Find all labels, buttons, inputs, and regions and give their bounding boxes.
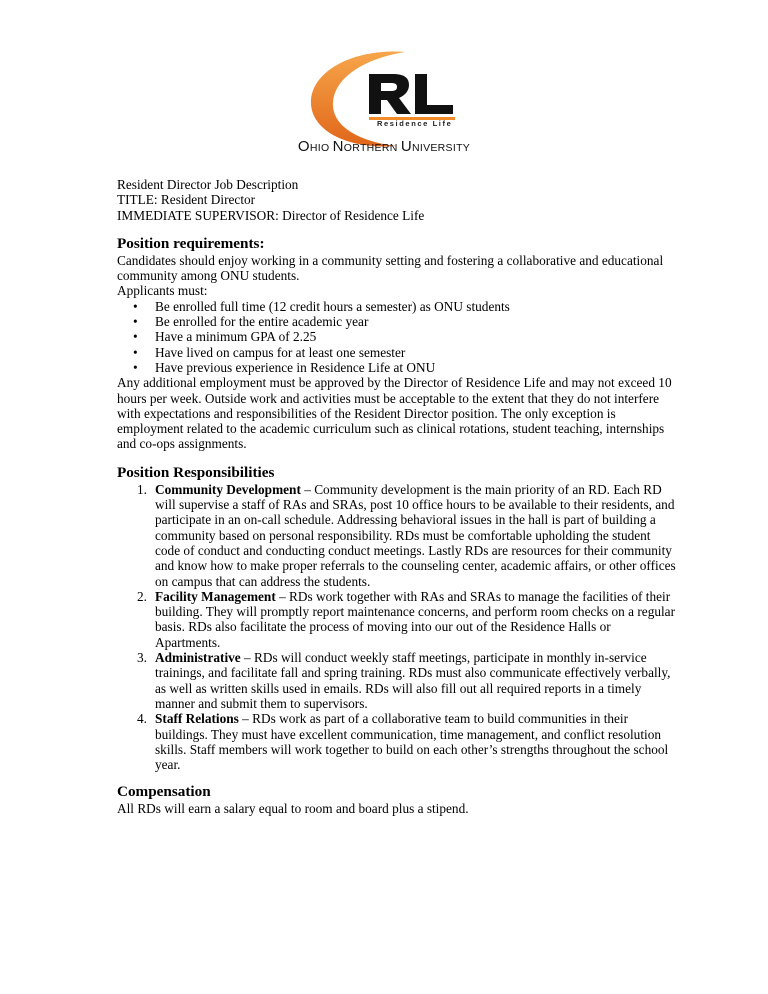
- requirements-list: [117, 299, 677, 375]
- logo-tagline: Residence Life: [377, 119, 453, 128]
- list-item: [117, 314, 677, 329]
- list-item: [117, 650, 677, 711]
- list-item: [117, 299, 677, 314]
- document-title: Resident Director Job Description: [117, 177, 299, 192]
- document-body: [117, 177, 677, 817]
- list-item: [117, 482, 677, 589]
- compensation-text: All RDs will earn a salary equal to room and board plus a stipend.: [117, 801, 469, 817]
- bullet-icon: •: [133, 359, 138, 375]
- item-text: – RDs work as part of a collaborative team to build communities in their buildings. They must have excellent communication, time management, and conflict resolution skills. Staff members will work together to build on each other’s strengths throughout the school year.: [155, 711, 669, 773]
- list-item-text: Have previous experience in Residence Life at ONU: [155, 359, 436, 375]
- position-requirements-heading: Position requirements:: [117, 234, 265, 252]
- employment-note: Any additional employment must be approved by the Director of Residence Life and may not exceed 10 hours per week. Outside work and activities must be acceptable to the extent that they do not interfere with expectations and responsibilities of the Resident Director position. The only exception is employment related to the academic curriculum such as clinical rotations, student teaching, internships and co-ops assignments.: [117, 375, 672, 452]
- university-name-part: NIVERSITY: [411, 142, 471, 154]
- position-responsibilities-heading: Position Responsibilities: [117, 463, 275, 481]
- bullet-icon: •: [133, 314, 138, 330]
- list-item-text: Have a minimum GPA of 2.25: [155, 329, 317, 345]
- compensation-heading: Compensation: [117, 783, 211, 801]
- logo-letters: [369, 74, 453, 114]
- applicants-must-label: Applicants must:: [117, 283, 208, 299]
- item-number: 4.: [137, 711, 147, 727]
- list-item: [117, 589, 677, 650]
- university-name: [0, 138, 768, 155]
- bullet-icon: •: [133, 344, 138, 360]
- university-name-part: U: [400, 138, 412, 155]
- item-term: Community Development: [155, 481, 301, 497]
- list-item: [117, 360, 677, 375]
- item-text: – Community development is the main priority of an RD. Each RD will supervise a staff of RAs and SRAs, post 10 office hours to be available to their residents, and participate in an on-call schedule. Addressing behavioral issues in the hall is part of building a community based on personal responsibility. RDs must be comfortable upholding the student code of conduct and conducting conduct meetings. Lastly RDs are resources for their community and know how to make proper referrals to the counseling center, academic affairs, or other offices on campus that can address the students.: [155, 481, 676, 589]
- responsibilities-list: [117, 482, 677, 773]
- list-item: [117, 711, 677, 772]
- list-item-text: Be enrolled full time (12 credit hours a semester) as ONU students: [155, 298, 510, 314]
- university-name-part: HIO: [309, 142, 333, 154]
- university-name-part: O: [297, 138, 310, 155]
- item-term: Staff Relations: [155, 711, 239, 727]
- item-number: 1.: [137, 481, 147, 497]
- item-term: Administrative: [155, 650, 241, 666]
- item-number: 2.: [137, 588, 147, 604]
- supervisor-line: IMMEDIATE SUPERVISOR: Director of Residence Life: [117, 207, 425, 223]
- bullet-icon: •: [133, 329, 138, 345]
- university-name-part: N: [332, 138, 344, 155]
- item-number: 3.: [137, 650, 147, 666]
- university-name-part: ORTHERN: [343, 142, 401, 154]
- job-title-line: TITLE: Resident Director: [117, 192, 256, 208]
- list-item: [117, 329, 677, 344]
- list-item-text: Have lived on campus for at least one semester: [155, 344, 406, 360]
- list-item-text: Be enrolled for the entire academic year: [155, 314, 369, 330]
- requirements-intro: Candidates should enjoy working in a community setting and fostering a collaborative and educational community among ONU students.: [117, 252, 664, 284]
- item-text: – RDs will conduct weekly staff meetings, participate in monthly in-service trainings, and facilitate fall and spring training. RDs must also communicate effectively verbally, as well as written skills used in emails. RDs will also fill out all required reports in a timely manner and submit them to supervisors.: [155, 650, 671, 711]
- item-text: – RDs work together with RAs and SRAs to manage the facilities of their building. They will promptly report maintenance concerns, and perform room checks on a regular basis. RDs also facilitate the process of moving into our out of the Residence Halls or Apartments.: [155, 588, 676, 650]
- item-term: Facility Management: [155, 588, 276, 604]
- bullet-icon: •: [133, 298, 138, 314]
- list-item: [117, 345, 677, 360]
